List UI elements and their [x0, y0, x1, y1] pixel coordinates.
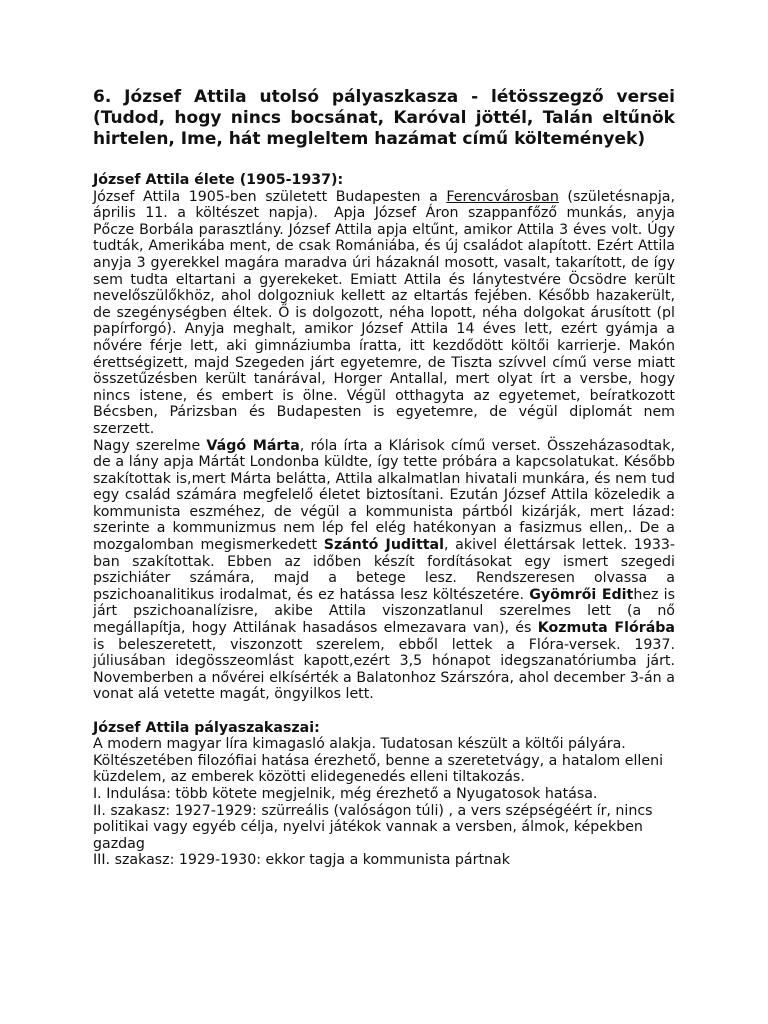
- periods-intro: A modern magyar líra kimagasló alakja. Tudatosan készült a költői pályára. Költészetében filozófiai hatása érezhető, benne a szeretetvágy, a hatalom elleni küzdelem, az emberek közötti elidegenedés elleni tiltakozás.: [93, 736, 664, 786]
- bold-name: Gyömrői Edit: [529, 586, 634, 603]
- period-1: I. Indulása: több kötete megjelnik, még érezhető a Nyugatosok hatása.: [93, 785, 598, 802]
- life-text: Nagy szerelme: [93, 437, 207, 454]
- life-section: [93, 172, 675, 703]
- period-3: III. szakasz: 1929-1930: ekkor tagja a kommunista pártnak: [93, 852, 510, 869]
- life-heading: József Attila élete (1905-1937):: [93, 172, 344, 188]
- life-text: is beleszeretett, viszonzott szerelem, ebből lettek a Flóra-versek. 1937. júliusában idegösszeomlást kapott,ezért 3,5 hónapot idegszanatóriumba járt. Novemberben a nővérei elkísérték a Balatonhoz Szárszóra, ahol december 3-án a vonat alá vetette magát, öngyilkos lett.: [93, 636, 675, 703]
- life-text: Apja József Áron szappanfőző munkás, anyja Pőcze Borbála parasztlány. József Attila apja eltűnt, amikor Attila 3 éves volt. Úgy tudták, Amerikába ment, de csak Romániába, és új családot alapított. Ezért Attila anyja 3 gyerekkel magára maradva úri házaknál mosott, vasalt, takarított, de így sem tudta eltartani a gyerekeket. Emiatt Attila és lánytestvére Öcsödre került nevelőszülőkhöz, ahol dolgozniuk kellett az eltartás fejében. Később hazakerült, de szegénységben éltek. Ő is dolgozott, néha lopott, néha dolgokat árusított (pl papírforgó). Anyja meghalt, amikor József Attila 14 éves lett, ezért gyámja a nővére férje lett, aki gimnáziumba íratta, itt kezdődött költői karrierje. Makón érettségizett, majd Szegeden járt egyetemre, de Tiszta szívvel című verse miatt összetűzésben került tanárával, Horger Antallal, mert olyat írt a versbe, hogy nincs istene, és embert is ölne. Végül otthagyta az egyetemet, beíratkozott Bécsben, Párizsban és Budapesten is egyetemre, de végül diplomát nem szerzett.: [93, 205, 676, 437]
- bold-name: Szántó Judittal: [323, 537, 444, 554]
- periods-heading: József Attila pályaszakaszai:: [93, 719, 320, 736]
- ferencvaros-link[interactable]: Ferencvárosban: [446, 188, 559, 205]
- life-paragraph-2: [93, 438, 675, 704]
- section-spacer: [93, 703, 675, 720]
- life-text: , róla írta a Klárisok című verset. Összeházasodtak, de a lány apja Mártát Londonba küldte, így tette próbára a kapcsolatukat. Később szakítottak is,mert Márta belátta, Attila alkalmatlan hivatali munkára, és nem tud egy család számára megfelelő életet biztosítani. Ezután József Attila közeledik a kommunista eszméhez, de végül a kommunista pártból kizárják, mert lázad: szerinte a kommunizmus nem lép fel elég hatékonyan a fasizmus ellen,. De a mozgalomban megismerkedett: [93, 437, 675, 554]
- life-text: József Attila 1905-ben született Budapesten a: [93, 188, 447, 205]
- document-title: 6. József Attila utolsó pályaszkasza - létösszegző versei (Tudod, hogy nincs bocsánat, Karóval jöttél, Talán eltűnök hirtelen, Ime, hát megleltem hazámat című költemények): [93, 87, 675, 149]
- periods-section: [93, 720, 675, 869]
- life-paragraph-1: [93, 189, 675, 438]
- bold-name: Vágó Márta: [206, 437, 300, 454]
- bold-name: Kozmuta Flórába: [537, 620, 675, 637]
- document-body: [93, 87, 675, 869]
- life-text: (születésnapja, április 11. a költészet napja).: [93, 188, 675, 222]
- life-text: , akivel élettársak lettek. 1933-ban szakítottak. Ebben az időben készít fordításokat egy ismert szegedi pszichiáter számára, majd a betege lesz. Rendszeresen olvassa a pszichoanalitikus irodalmat, és ez hatássa lesz költészetére.: [93, 537, 675, 603]
- period-2: II. szakasz: 1927-1929: szürreális (valóságon túli) , a vers szépségéért ír, nincs politikai vagy egyéb célja, nyelvi játékok vannak a versben, álmok, képekben gazdag: [93, 802, 653, 852]
- life-text: hez is járt pszichoanalízisre, akibe Attila viszonzatlanul szerelmes lett (a nő megállapítja, hogy Attilának hasadásos elmezavara van), és: [93, 586, 675, 637]
